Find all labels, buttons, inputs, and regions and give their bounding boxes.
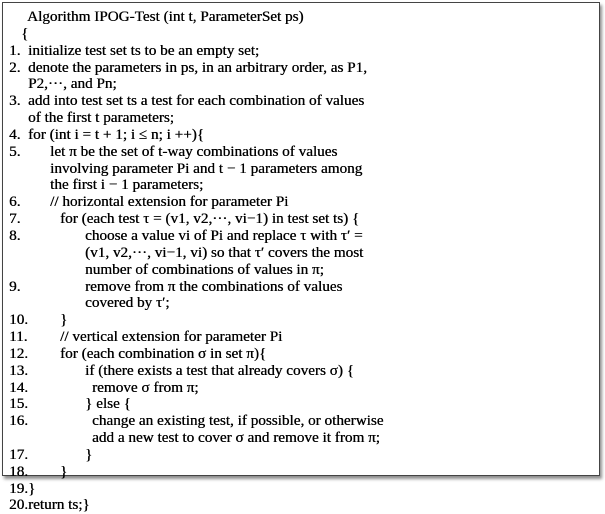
line-number: 12.: [9, 344, 28, 362]
algorithm-line: [9, 228, 595, 245]
line-number: 18.: [9, 462, 28, 480]
line-code: remove from π the combinations of values: [85, 277, 343, 295]
line-code: add a new test to cover σ and remove it from π;: [92, 429, 380, 447]
line-number: 20.: [9, 496, 28, 514]
line-code: }: [85, 445, 93, 463]
line-code: }: [28, 479, 36, 497]
algorithm-line: [9, 295, 595, 312]
line-code: change an existing test, if possible, or otherwise: [92, 412, 384, 430]
line-number: 7.: [9, 210, 21, 228]
algorithm-line: [9, 262, 595, 279]
algorithm-line: [9, 481, 595, 498]
algorithm-line: [9, 245, 595, 262]
line-number: 2.: [9, 58, 21, 76]
algorithm-line: [9, 430, 595, 447]
line-code: covered by τ′;: [85, 294, 170, 312]
line-code: for (each combination σ in set π){: [60, 344, 267, 362]
line-code: let π be the set of t-way combinations of values: [50, 142, 338, 160]
algorithm-line: [9, 93, 595, 110]
line-number: 3.: [9, 92, 21, 110]
line-code: for (each test τ = (v1, v2,···, vi−1) in test set ts) {: [60, 210, 360, 228]
algorithm-line: [9, 464, 595, 481]
line-number: 19.: [9, 479, 28, 497]
line-code: // vertical extension for parameter Pi: [60, 328, 283, 346]
line-code: for (int i = t + 1; i ≤ n; i ++){: [28, 125, 205, 143]
algorithm-open-brace: {: [21, 24, 29, 42]
algorithm-line: [9, 211, 595, 228]
line-code: if (there exists a test that already covers σ) {: [85, 361, 354, 379]
line-number: 9.: [9, 277, 21, 295]
algorithm-line: [9, 312, 595, 329]
algorithm-line: [9, 43, 595, 60]
line-number: 6.: [9, 193, 21, 211]
algorithm-title: Algorithm IPOG-Test (int t, ParameterSet ps): [27, 8, 304, 25]
algorithm-box: [2, 2, 600, 514]
algorithm-line: [9, 363, 595, 380]
line-number: 5.: [9, 142, 21, 160]
algorithm-line: [9, 60, 595, 77]
algorithm-line: [9, 161, 595, 178]
line-code: }: [60, 462, 68, 480]
line-number: 1.: [9, 41, 21, 59]
algorithm-line: [9, 380, 595, 397]
line-code: of the first t parameters;: [28, 109, 174, 127]
line-code: remove σ from π;: [92, 378, 199, 396]
line-code: return ts;}: [28, 496, 90, 514]
line-number: 15.: [9, 395, 28, 413]
line-code: choose a value vi of Pi and replace τ with τ′ =: [85, 226, 363, 244]
line-code: // horizontal extension for parameter Pi: [50, 193, 289, 211]
line-code: P2,···, and Pn;: [28, 75, 117, 93]
line-number: 8.: [9, 226, 21, 244]
line-code: } else {: [85, 395, 131, 413]
line-code: }: [60, 311, 68, 329]
algorithm-line: [9, 447, 595, 464]
algorithm-line: [9, 413, 595, 430]
algorithm-line: [9, 127, 595, 144]
algorithm-line: [9, 194, 595, 211]
algorithm-line: [9, 329, 595, 346]
line-code: add into test set ts a test for each combination of values: [28, 92, 365, 110]
line-code: the first i − 1 parameters;: [50, 176, 204, 194]
line-number: 11.: [9, 328, 28, 346]
algorithm-line: [9, 76, 595, 93]
algorithm-line: [9, 279, 595, 296]
line-number: 10.: [9, 311, 28, 329]
line-code: (v1, v2,···, vi−1, vi) so that τ′ covers the most: [85, 243, 364, 261]
line-code: initialize test set ts to be an empty set;: [28, 41, 260, 59]
algorithm-line: [9, 144, 595, 161]
line-number: 4.: [9, 125, 21, 143]
line-number: 14.: [9, 378, 28, 396]
algorithm-line: [9, 346, 595, 363]
algorithm-listing: [9, 9, 595, 514]
line-code: involving parameter Pi and t − 1 parameters among: [50, 159, 363, 177]
line-number: 16.: [9, 412, 28, 430]
algorithm-line: [9, 177, 595, 194]
line-number: 17.: [9, 445, 28, 463]
algorithm-line: [9, 396, 595, 413]
line-code: number of combinations of values in π;: [85, 260, 324, 278]
line-number: 13.: [9, 361, 28, 379]
line-code: denote the parameters in ps, in an arbitrary order, as P1,: [28, 58, 367, 76]
algorithm-line: [9, 110, 595, 127]
algorithm-line: [9, 497, 595, 514]
